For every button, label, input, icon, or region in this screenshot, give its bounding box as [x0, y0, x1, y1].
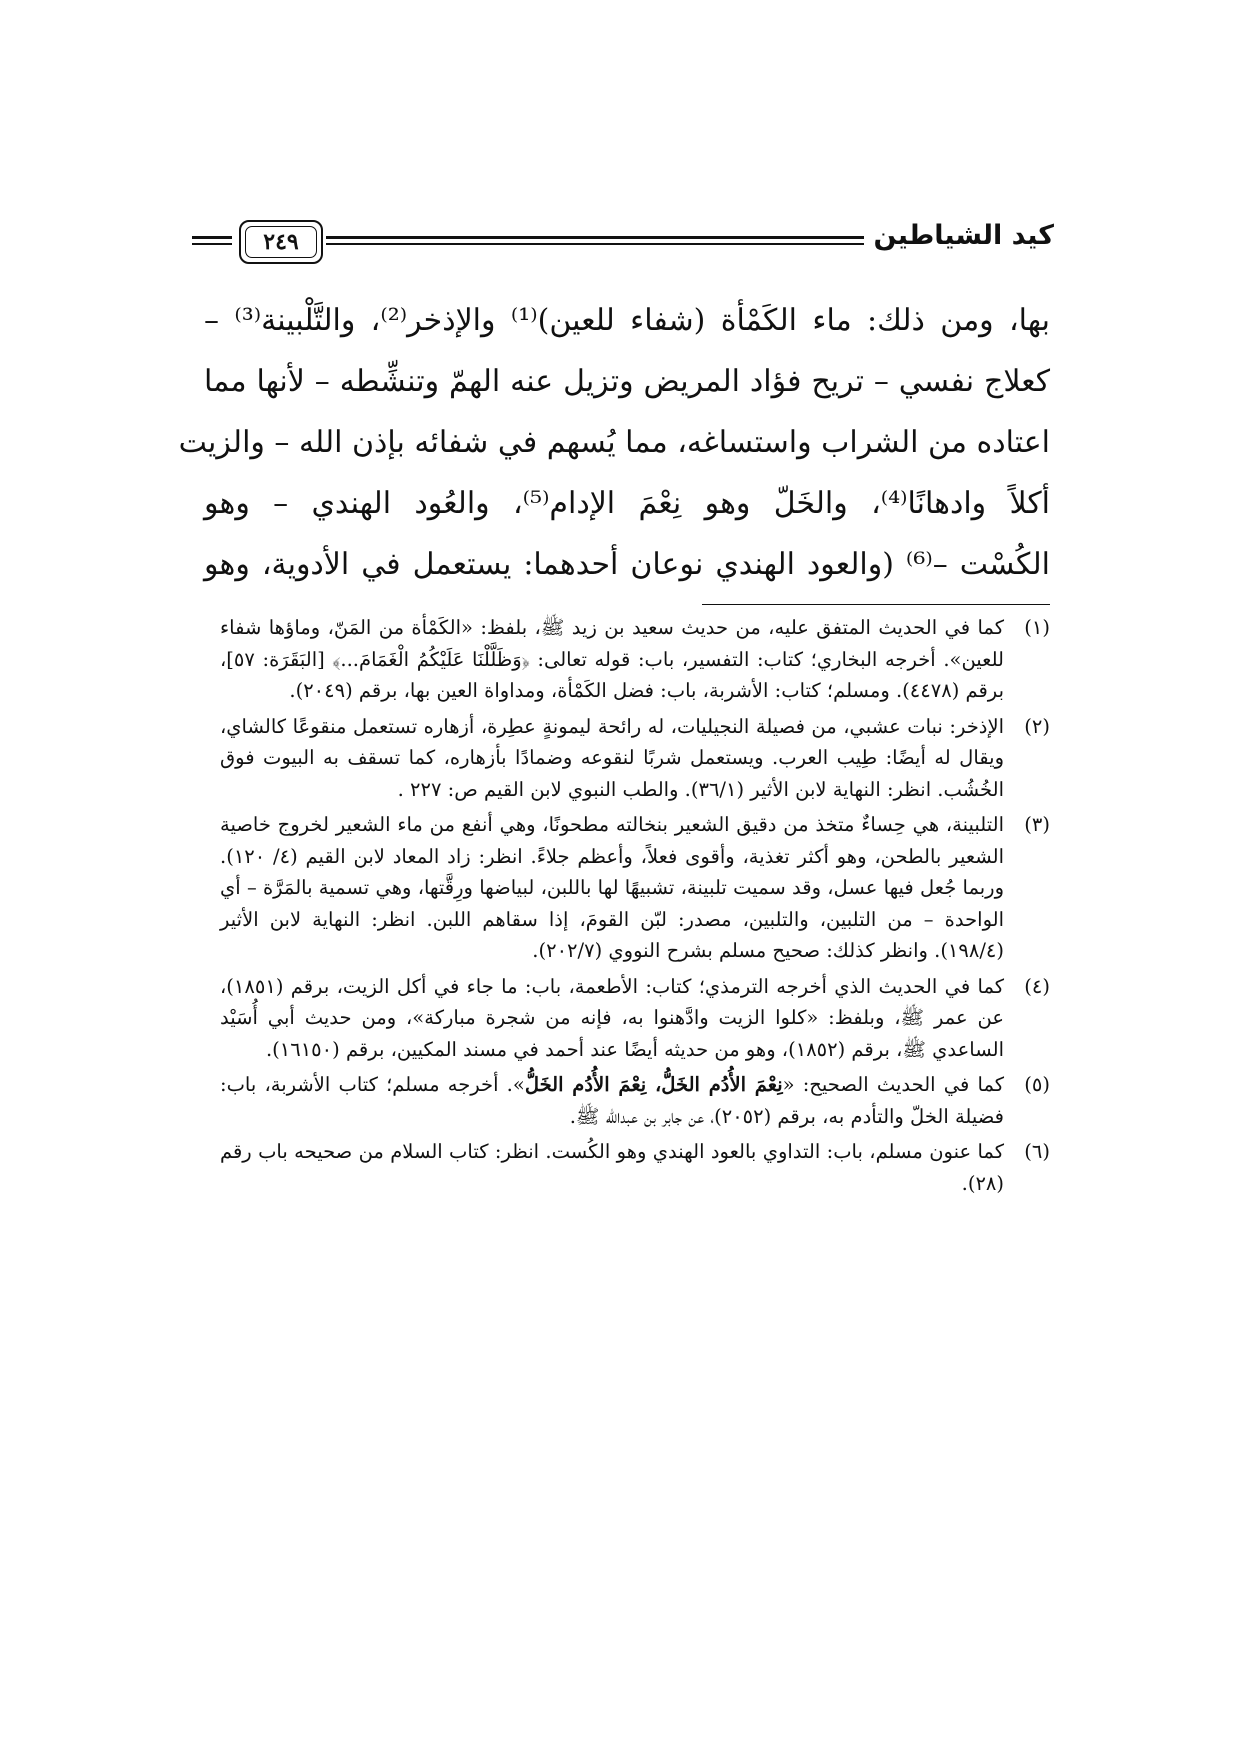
footnote	[220, 971, 1050, 1066]
footnote-text: كما عنون مسلم، باب: التداوي بالعود الهندي وهو الكُست. انظر: كتاب السلام من صحيحه باب رقم (٢٨).	[220, 1140, 1004, 1195]
footnote	[220, 1136, 1050, 1199]
main-line: بها، ومن ذلك: ماء الكَمْأة (شفاء للعين)⁽¹⁾ والإذخر⁽²⁾، والتَّلْبينة⁽³⁾ –	[204, 303, 1050, 338]
header-rule-left	[192, 236, 232, 248]
main-line: أكلاً وادهانًا⁽⁴⁾، والخَلّ وهو نِعْمَ الإدام⁽⁵⁾، والعُود الهندي – وهو	[204, 486, 1050, 521]
footnote-number: (٦)	[1024, 1140, 1050, 1163]
footnote-text-after: ». أخرجه مسلم؛ كتاب الأشربة، باب: فضيلة الخلّ والتأدم به، برقم (٢٠٥٢)، عن جابر بن عبدالله ﷺ.	[220, 1073, 1004, 1128]
footnote-number: (١)	[1024, 616, 1050, 639]
page-number: ٢٤٩	[263, 229, 299, 255]
main-line: كعلاج نفسي – تريح فؤاد المريض وتزيل عنه الهمّ وتنشِّطه – لأنها مما	[204, 364, 1050, 399]
footnote	[220, 1069, 1050, 1132]
page-header	[192, 218, 1054, 270]
footnote-text: التلبينة، هي حِساءٌ متخذ من دقيق الشعير بنخالته مطحونًا، وهي أنفع من ماء الشعير لخروج خاصية الشعير بالطحن، وهو أكثر تغذية، وأقوى فعلاً، وأعظم جلاءً. انظر: زاد المعاد لابن القيم (٤/ ١٢٠). وربما جُعل فيها عسل، وقد سميت تلبينة، تشبيهًا لها باللبن، لبياضها ورِقَّتها، وهي تسمية بالمَرَّة – أي الواحدة – من التلبين، والتلبين، مصدر: لبّن القومَ، إذا سقاهم اللبن. انظر: النهاية لابن الأثير (١٩٨/٤). وانظر كذلك: صحيح مسلم بشرح النووي (٢٠٢/٧).	[220, 813, 1004, 962]
main-line: الكُسْت –⁽⁶⁾ (والعود الهندي نوعان أحدهما: يستعمل في الأدوية، وهو	[204, 547, 1050, 582]
main-line: اعتاده من الشراب واستساغه، مما يُسهم في شفائه بإذن الله – والزيت	[178, 425, 1050, 460]
footnote-text: الإذخر: نبات عشبي، من فصيلة النجيليات، له رائحة ليمونةٍ عطِرة، أزهاره تستعمل منقوعًا كالشاي، ويقال له أيضًا: طِيب العرب. ويستعمل شربًا لنقوعه وضمادًا بأزهاره، كما تسقف به البيوت فوق الخُشُب. انظر: النهاية لابن الأثير (٣٦/١). والطب النبوي لابن القيم ص: ٢٢٧ .	[220, 714, 1004, 801]
footnote-divider	[702, 604, 1050, 605]
footnote-text: كما في الحديث المتفق عليه، من حديث سعيد بن زيد ﷺ، بلفظ: «الكَمْأة من المَنّ، وماؤها شفاء للعين». أخرجه البخاري؛ كتاب: التفسير، باب: قوله تعالى: ﴿وَظَلَّلْنَا عَلَيْكُمُ الْغَمَامَ...﴾ [البَقَرَة: ٥٧]، برقم (٤٤٧٨). ومسلم؛ كتاب: الأشربة، باب: فضل الكَمْأة، ومداواة العين بها، برقم (٢٠٤٩).	[220, 616, 1004, 702]
footnote-number: (٤)	[1024, 974, 1050, 998]
page-number-frame	[239, 220, 323, 264]
running-title: كيد الشياطين	[864, 220, 1055, 251]
footnote-text	[220, 1069, 1004, 1132]
page-number-box	[236, 218, 326, 266]
footnote-number: (٣)	[1024, 813, 1050, 836]
hadith-quote: نِعْمَ الأُدُم الخَلُّ، نِعْمَ الأُدُم الخَلُّ	[524, 1073, 783, 1096]
footnote-text: كما في الحديث الذي أخرجه الترمذي؛ كتاب: الأطعمة، باب: ما جاء في أكل الزيت، برقم (١٨٥١)، عن عمر ﷺ، وبلفظ: «كلوا الزيت وادَّهنوا به، فإنه من شجرة مباركة»، ومن حديث أبي أُسَيْد الساعدي ﷺ، برقم (١٨٥٢)، وهو من حديثه أيضًا عند أحمد في مسند المكيين، برقم (١٦١٥٠).	[220, 974, 1004, 1061]
footnote-number: (٥)	[1024, 1073, 1050, 1096]
main-text	[178, 290, 1050, 595]
footnote-number: (٢)	[1024, 714, 1050, 738]
footnote-text-before: كما في الحديث الصحيح: «	[782, 1073, 1005, 1096]
footnote	[220, 612, 1050, 707]
footnote	[220, 809, 1050, 967]
footnote	[220, 711, 1050, 806]
footnotes	[220, 612, 1050, 1203]
